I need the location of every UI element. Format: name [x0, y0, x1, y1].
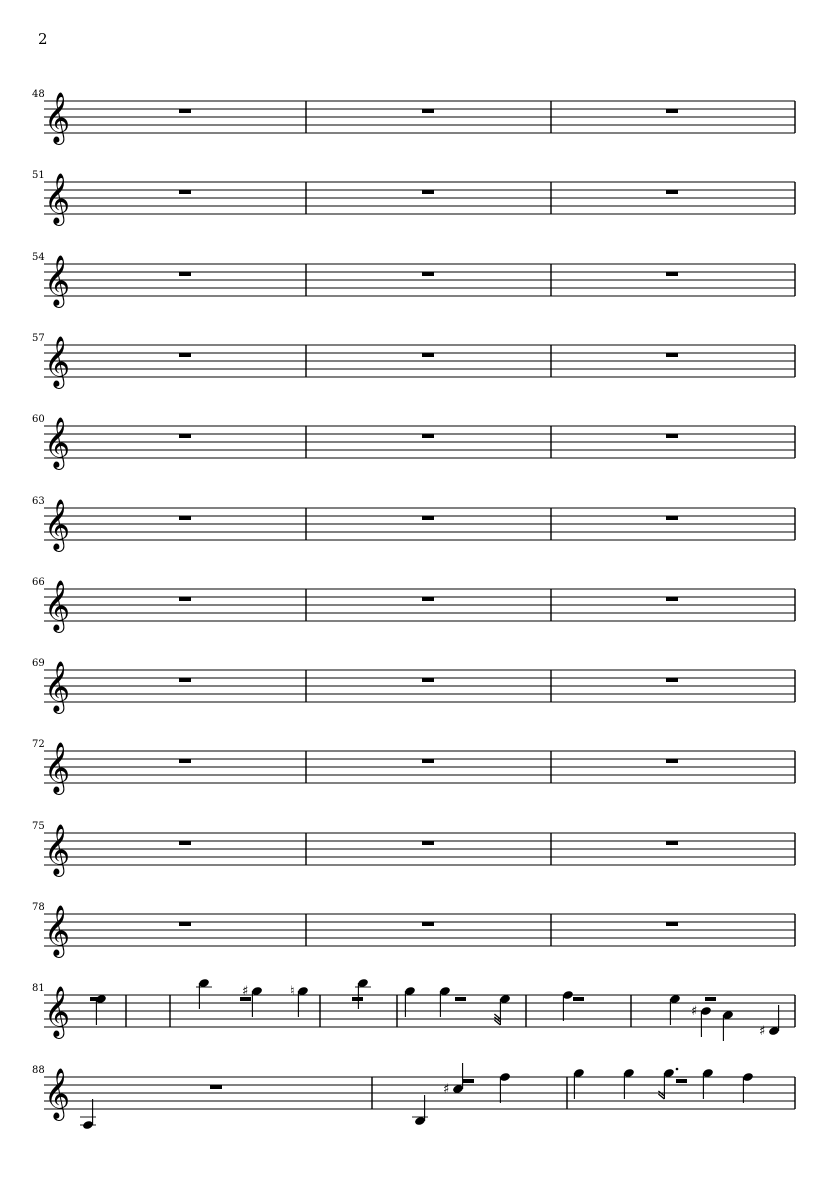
measure-number: 75: [32, 821, 45, 832]
treble-clef-icon: 𝄞: [44, 417, 71, 468]
treble-clef-icon: 𝄞: [44, 92, 71, 143]
whole-rest: [210, 1085, 222, 1089]
whole-rest: [422, 109, 434, 113]
measure-number: 51: [32, 170, 45, 181]
whole-rest: [422, 272, 434, 276]
whole-rest: [179, 678, 191, 682]
whole-rest: [179, 841, 191, 845]
treble-clef-icon: 𝄞: [44, 1068, 71, 1119]
treble-clef-icon: 𝄞: [44, 986, 71, 1037]
whole-rest: [422, 841, 434, 845]
treble-clef-icon: 𝄞: [44, 173, 71, 224]
whole-rest: [179, 759, 191, 763]
whole-rest: [422, 759, 434, 763]
whole-rest: [422, 922, 434, 926]
whole-rest: [666, 109, 678, 113]
measure-number: 81: [32, 983, 45, 994]
page-number: 2: [38, 30, 48, 48]
whole-rest: [179, 109, 191, 113]
whole-rest: [422, 516, 434, 520]
treble-clef-icon: 𝄞: [44, 824, 71, 875]
measure-number: 78: [32, 902, 45, 913]
whole-rest: [666, 759, 678, 763]
rest: [705, 997, 716, 1001]
whole-rest: [422, 353, 434, 357]
measure-number: 63: [32, 496, 45, 507]
whole-rest: [666, 434, 678, 438]
measure-number: 72: [32, 739, 45, 750]
whole-rest: [179, 434, 191, 438]
measure-number: 66: [32, 577, 45, 588]
whole-rest: [179, 190, 191, 194]
whole-rest: [666, 516, 678, 520]
whole-rest: [179, 922, 191, 926]
measure-number: 57: [32, 333, 45, 344]
sharp-icon: ♯: [691, 1004, 698, 1019]
whole-rest: [666, 353, 678, 357]
whole-rest: [179, 516, 191, 520]
measure-number: 48: [32, 89, 45, 100]
staccato-dot: [676, 1068, 679, 1071]
whole-rest: [666, 841, 678, 845]
rest: [463, 1079, 474, 1083]
whole-rest: [179, 353, 191, 357]
treble-clef-icon: 𝄞: [44, 499, 71, 550]
whole-rest: [666, 190, 678, 194]
rest: [573, 997, 584, 1001]
whole-rest: [422, 434, 434, 438]
treble-clef-icon: 𝄞: [44, 905, 71, 956]
sharp-icon: ♯: [443, 1082, 450, 1097]
measure-number: 69: [32, 658, 45, 669]
rest: [455, 997, 466, 1001]
sharp-icon: ♯: [759, 1024, 766, 1039]
measure-number: 60: [32, 414, 45, 425]
rest: [676, 1079, 687, 1083]
measure-number: 54: [32, 252, 45, 263]
treble-clef-icon: 𝄞: [44, 580, 71, 631]
natural-icon: ♮: [290, 984, 295, 999]
whole-rest: [422, 597, 434, 601]
whole-rest: [666, 597, 678, 601]
treble-clef-icon: 𝄞: [44, 742, 71, 793]
rest: [352, 997, 363, 1001]
whole-rest: [422, 190, 434, 194]
whole-rest: [666, 922, 678, 926]
whole-rest: [422, 678, 434, 682]
whole-rest: [179, 597, 191, 601]
measure-number: 88: [32, 1065, 45, 1076]
whole-rest: [666, 678, 678, 682]
treble-clef-icon: 𝄞: [44, 336, 71, 387]
sharp-icon: ♯: [242, 984, 249, 999]
whole-rest: [666, 272, 678, 276]
treble-clef-icon: 𝄞: [44, 255, 71, 306]
whole-rest: [179, 272, 191, 276]
treble-clef-icon: 𝄞: [44, 661, 71, 712]
